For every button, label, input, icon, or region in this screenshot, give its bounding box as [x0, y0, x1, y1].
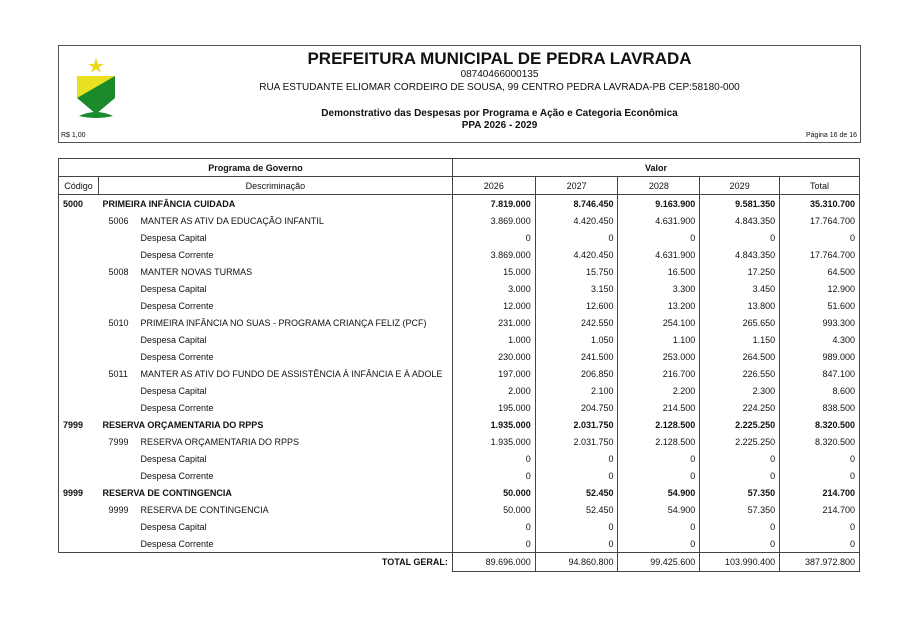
report-title: Demonstrativo das Despesas por Programa e Ação e Categoria Econômica — [321, 108, 678, 119]
row-value: 7.819.000 — [452, 195, 535, 213]
row-value: 1.150 — [700, 331, 780, 348]
row-value: 230.000 — [452, 348, 535, 365]
row-description: Despesa Corrente — [98, 535, 452, 553]
row-value: 253.000 — [618, 348, 700, 365]
row-value: 4.420.450 — [535, 246, 618, 263]
row-value: 9.163.900 — [618, 195, 700, 213]
total-2028: 99.425.600 — [618, 553, 700, 572]
row-value: 0 — [535, 518, 618, 535]
row-value: 214.500 — [618, 399, 700, 416]
row-value: 1.935.000 — [452, 416, 535, 433]
col-2026: 2026 — [452, 177, 535, 195]
row-code — [59, 399, 99, 416]
action-code: 7999 — [108, 436, 129, 447]
row-value: 0 — [535, 467, 618, 484]
row-code — [59, 297, 99, 314]
row-value: 4.631.900 — [618, 246, 700, 263]
row-value: 17.764.700 — [780, 246, 860, 263]
row-value: 0 — [452, 229, 535, 246]
group-header-value: Valor — [452, 159, 859, 177]
row-value: 15.750 — [535, 263, 618, 280]
row-description: RESERVA ORÇAMENTARIA DO RPPS — [102, 419, 264, 430]
col-2027: 2027 — [535, 177, 618, 195]
action-name: PRIMEIRA INFÂNCIA NO SUAS - PROGRAMA CRIANÇA FELIZ (PCF) — [140, 317, 427, 328]
row-value: 13.800 — [700, 297, 780, 314]
action-name: MANTER NOVAS TURMAS — [140, 266, 253, 277]
row-description: Despesa Corrente — [140, 351, 214, 362]
program-row — [59, 416, 860, 433]
row-value: 0 — [618, 467, 700, 484]
row-code — [59, 365, 99, 382]
row-value: 4.843.350 — [700, 246, 780, 263]
row-value: 3.300 — [618, 280, 700, 297]
action-name: RESERVA DE CONTINGENCIA — [140, 504, 269, 515]
program-row — [59, 195, 860, 213]
action-row — [59, 212, 860, 229]
row-value: 2.200 — [618, 382, 700, 399]
report-header — [58, 45, 861, 143]
row-description: Despesa Corrente — [140, 300, 214, 311]
row-value: 8.600 — [780, 382, 860, 399]
row-value: 2.031.750 — [535, 433, 618, 450]
row-description: Despesa Capital — [140, 232, 207, 243]
row-code — [59, 280, 99, 297]
report-period: PPA 2026 - 2029 — [461, 120, 538, 131]
category-row — [59, 382, 860, 399]
row-code — [59, 348, 99, 365]
row-value: 3.450 — [700, 280, 780, 297]
row-value: 8.320.500 — [780, 433, 860, 450]
row-value: 3.869.000 — [452, 246, 535, 263]
municipality-title: PREFEITURA MUNICIPAL DE PEDRA LAVRADA — [307, 49, 692, 68]
row-code — [59, 246, 99, 263]
row-value: 0 — [618, 535, 700, 553]
row-value: 0 — [452, 467, 535, 484]
action-row — [59, 501, 860, 518]
row-description: Despesa Corrente — [140, 470, 214, 481]
row-value: 1.935.000 — [452, 433, 535, 450]
row-value: 195.000 — [452, 399, 535, 416]
row-value: 0 — [780, 535, 860, 553]
row-value: 2.300 — [700, 382, 780, 399]
row-value: 9.581.350 — [700, 195, 780, 213]
category-row — [59, 229, 860, 246]
row-value: 214.700 — [780, 501, 860, 518]
row-value: 17.250 — [700, 263, 780, 280]
action-code: 5008 — [108, 266, 129, 277]
category-row — [59, 331, 860, 348]
row-value: 0 — [700, 467, 780, 484]
row-value: 4.420.450 — [535, 212, 618, 229]
action-code: 9999 — [108, 504, 129, 515]
row-value: 2.128.500 — [618, 433, 700, 450]
program-row — [59, 484, 860, 501]
row-value: 847.100 — [780, 365, 860, 382]
row-value: 0 — [618, 518, 700, 535]
row-value: 57.350 — [700, 484, 780, 501]
row-value: 12.600 — [535, 297, 618, 314]
category-row — [59, 246, 860, 263]
row-code — [59, 382, 99, 399]
action-row — [59, 263, 860, 280]
action-row — [59, 314, 860, 331]
category-row — [59, 280, 860, 297]
currency-unit: R$ 1,00 — [61, 132, 86, 139]
row-value: 1.050 — [535, 331, 618, 348]
row-value: 2.225.250 — [700, 416, 780, 433]
row-description: Despesa Capital — [140, 453, 207, 464]
action-code: 5006 — [108, 215, 129, 226]
address: RUA ESTUDANTE ELIOMAR CORDEIRO DE SOUSA, 99 CENTRO PEDRA LAVRADA-PB CEP:58180-000 — [259, 82, 740, 93]
total-2029: 103.990.400 — [700, 553, 780, 572]
total-row — [59, 553, 860, 572]
row-value: 0 — [618, 450, 700, 467]
cnpj: 08740466000135 — [460, 69, 539, 80]
row-description: Despesa Corrente — [140, 402, 214, 413]
row-value: 50.000 — [452, 484, 535, 501]
row-description — [98, 501, 452, 518]
row-code — [59, 212, 99, 229]
row-value: 216.700 — [618, 365, 700, 382]
row-value: 0 — [535, 450, 618, 467]
row-value: 12.000 — [452, 297, 535, 314]
action-code: 5010 — [108, 317, 129, 328]
row-code — [59, 467, 99, 484]
row-value: 3.150 — [535, 280, 618, 297]
row-description: Despesa Capital — [140, 385, 207, 396]
row-code: 7999 — [59, 416, 99, 433]
row-description: Despesa Capital — [140, 334, 207, 345]
col-description: Descriminação — [98, 177, 452, 195]
row-value: 50.000 — [452, 501, 535, 518]
row-value: 16.500 — [618, 263, 700, 280]
row-code — [59, 331, 99, 348]
row-description: Despesa Corrente — [140, 249, 214, 260]
row-value: 265.650 — [700, 314, 780, 331]
row-value: 8.320.500 — [780, 416, 860, 433]
row-value: 8.746.450 — [535, 195, 618, 213]
row-code — [59, 263, 99, 280]
row-value: 0 — [700, 518, 780, 535]
col-code: Código — [59, 177, 99, 195]
total-2027: 94.860.800 — [535, 553, 618, 572]
expenses-table — [58, 158, 860, 572]
row-value: 51.600 — [780, 297, 860, 314]
row-description: Despesa Capital — [140, 521, 207, 532]
row-value: 12.900 — [780, 280, 860, 297]
row-description: PRIMEIRA INFÂNCIA CUIDADA — [102, 198, 236, 209]
category-row — [59, 348, 860, 365]
row-value: 0 — [700, 450, 780, 467]
row-value: 0 — [780, 518, 860, 535]
col-2028: 2028 — [618, 177, 700, 195]
row-value: 17.764.700 — [780, 212, 860, 229]
row-value: 2.100 — [535, 382, 618, 399]
row-value: 2.031.750 — [535, 416, 618, 433]
total-2026: 89.696.000 — [452, 553, 535, 572]
row-value: 254.100 — [618, 314, 700, 331]
row-code: 5000 — [59, 195, 99, 213]
row-value: 3.000 — [452, 280, 535, 297]
row-value: 0 — [780, 229, 860, 246]
row-description: Despesa Capital — [140, 283, 207, 294]
action-name: MANTER AS ATIV DA EDUCAÇÃO INFANTIL — [140, 215, 324, 226]
row-value: 2.000 — [452, 382, 535, 399]
row-value: 838.500 — [780, 399, 860, 416]
row-value: 4.631.900 — [618, 212, 700, 229]
action-code: 5011 — [108, 368, 128, 379]
category-row — [59, 467, 860, 484]
action-name: RESERVA ORÇAMENTARIA DO RPPS — [140, 436, 300, 447]
row-description — [98, 433, 452, 450]
row-value: 0 — [618, 229, 700, 246]
row-value: 0 — [535, 535, 618, 553]
row-value: 4.843.350 — [700, 212, 780, 229]
row-value: 0 — [780, 467, 860, 484]
row-value: 0 — [452, 535, 535, 553]
row-value: 64.500 — [780, 263, 860, 280]
row-value: 231.000 — [452, 314, 535, 331]
category-row — [59, 297, 860, 314]
row-value: 1.100 — [618, 331, 700, 348]
row-value: 989.000 — [780, 348, 860, 365]
row-value: 226.550 — [700, 365, 780, 382]
row-description — [98, 314, 452, 331]
row-value: 35.310.700 — [780, 195, 860, 213]
row-value: 0 — [700, 229, 780, 246]
total-total: 387.972.800 — [780, 553, 860, 572]
row-value: 2.128.500 — [618, 416, 700, 433]
row-value: 224.250 — [700, 399, 780, 416]
row-value: 54.900 — [618, 501, 700, 518]
action-name: MANTER AS ATIV DO FUNDO DE ASSISTÊNCIA À INFÂNCIA E À ADOLE — [140, 368, 443, 379]
row-value: 0 — [535, 229, 618, 246]
row-value: 204.750 — [535, 399, 618, 416]
row-description: RESERVA DE CONTINGENCIA — [102, 487, 232, 498]
row-code — [59, 535, 99, 553]
row-description — [98, 365, 452, 382]
category-row — [59, 450, 860, 467]
row-code — [59, 433, 99, 450]
action-row — [59, 365, 860, 382]
row-value: 242.550 — [535, 314, 618, 331]
row-value: 214.700 — [780, 484, 860, 501]
row-value: 0 — [452, 518, 535, 535]
row-value: 1.000 — [452, 331, 535, 348]
category-row — [59, 399, 860, 416]
row-value: 15.000 — [452, 263, 535, 280]
row-description — [98, 212, 452, 229]
row-value: 197.000 — [452, 365, 535, 382]
page-number: Página 16 de 16 — [806, 132, 857, 139]
row-value: 993.300 — [780, 314, 860, 331]
row-description — [98, 263, 452, 280]
row-code: 9999 — [59, 484, 99, 501]
col-2029: 2029 — [700, 177, 780, 195]
row-code — [59, 501, 99, 518]
row-value: 52.450 — [535, 501, 618, 518]
row-value: 54.900 — [618, 484, 700, 501]
row-code — [59, 314, 99, 331]
category-row — [59, 518, 860, 535]
row-value: 13.200 — [618, 297, 700, 314]
category-row — [59, 535, 860, 553]
row-value: 52.450 — [535, 484, 618, 501]
col-total: Total — [780, 177, 860, 195]
row-value: 241.500 — [535, 348, 618, 365]
row-value: 57.350 — [700, 501, 780, 518]
row-value: 2.225.250 — [700, 433, 780, 450]
row-value: 0 — [780, 450, 860, 467]
row-value: 206.850 — [535, 365, 618, 382]
row-code — [59, 518, 99, 535]
group-header-program: Programa de Governo — [59, 159, 453, 177]
row-value: 0 — [452, 450, 535, 467]
row-code — [59, 229, 99, 246]
row-value: 4.300 — [780, 331, 860, 348]
row-value: 264.500 — [700, 348, 780, 365]
action-row — [59, 433, 860, 450]
row-value: 0 — [700, 535, 780, 553]
row-value: 3.869.000 — [452, 212, 535, 229]
row-code — [59, 450, 99, 467]
total-label: TOTAL GERAL: — [59, 553, 453, 572]
